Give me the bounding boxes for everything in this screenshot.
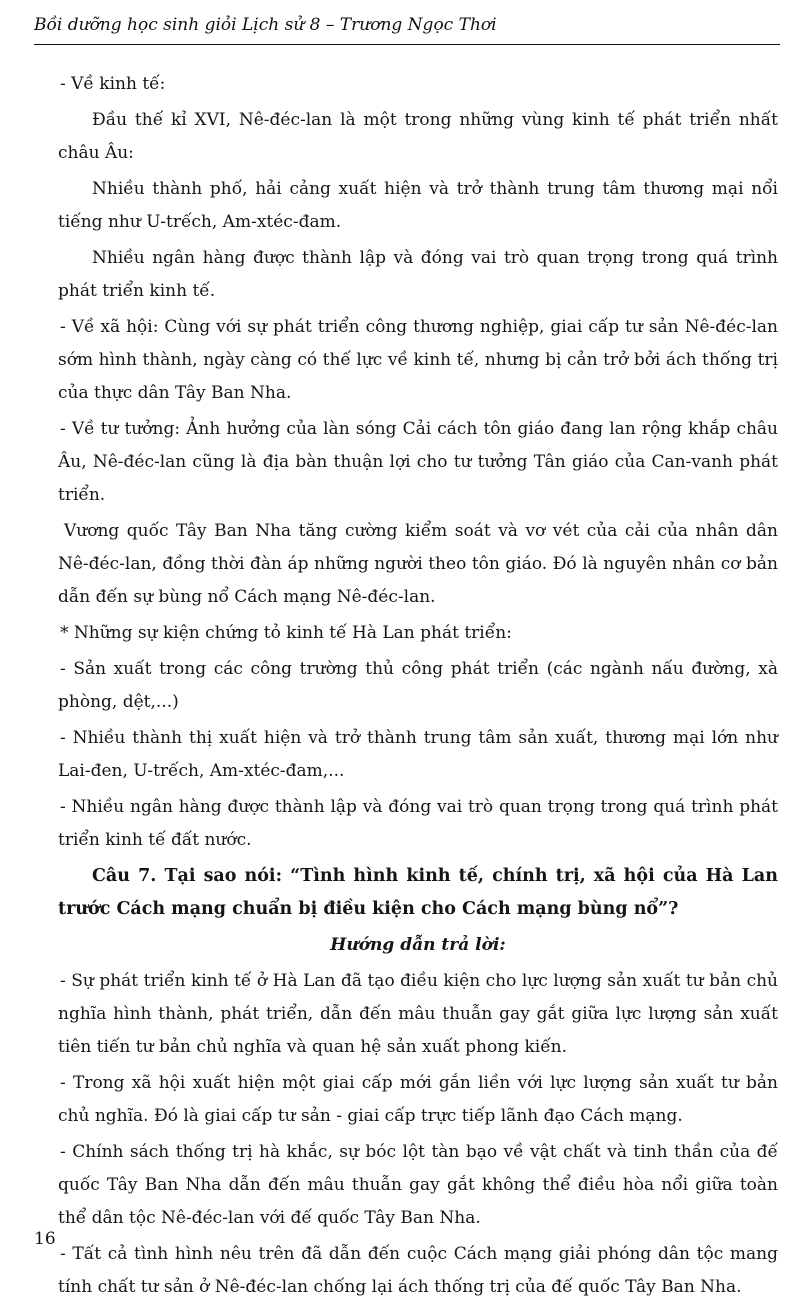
paragraph-economy-intro: Đầu thế kỉ XVI, Nê-đéc-lan là một trong những vùng kinh tế phát triển nhất châu Âu: <box>58 110 778 163</box>
header-title: Bồi dưỡng học sinh giỏi Lịch sử 8 – Trương Ngọc Thơi <box>34 15 497 35</box>
paragraph-manufacturing: - Sản xuất trong các công trường thủ công phát triển (các ngành nấu đường, xà phòng, dệt,...) <box>58 659 778 712</box>
header-rule <box>34 44 780 45</box>
page-number: 16 <box>34 1229 56 1249</box>
question-7: Câu 7. Tại sao nói: “Tình hình kinh tế, chính trị, xã hội của Hà Lan trước Cách mạng chuẩn bị điều kiện cho Cách mạng bùng nổ”? <box>58 866 778 919</box>
page-body <box>58 68 778 1307</box>
paragraph-ideology: - Về tư tưởng: Ảnh hưởng của làn sóng Cải cách tôn giáo đang lan rộng khắp châu Âu, Nê-đéc-lan cũng là địa bàn thuận lợi cho tư tưởng Tân giáo của Can-vanh phát triển. <box>58 419 778 505</box>
answer-guide-heading: Hướng dẫn trả lời: <box>330 935 506 955</box>
paragraph-society: - Về xã hội: Cùng với sự phát triển công thương nghiệp, giai cấp tư sản Nê-đéc-lan sớm hình thành, ngày càng có thế lực về kinh tế, nhưng bị cản trở bởi ách thống trị của thực dân Tây Ban Nha. <box>58 317 778 403</box>
answer-point-2: - Trong xã hội xuất hiện một giai cấp mới gắn liền với lực lượng sản xuất tư bản chủ nghĩa. Đó là giai cấp tư sản - giai cấp trực tiếp lãnh đạo Cách mạng. <box>58 1073 778 1126</box>
answer-point-3: - Chính sách thống trị hà khắc, sự bóc lột tàn bạo về vật chất và tinh thần của đế quốc Tây Ban Nha dẫn đến mâu thuẫn gay gắt không thể điều hòa nổi giữa toàn thể dân tộc Nê-đéc-lan với đế quốc Tây Ban Nha. <box>58 1142 778 1228</box>
paragraph-economy-heading: - Về kinh tế: <box>60 74 166 94</box>
paragraph-cities: - Nhiều thành thị xuất hiện và trở thành trung tâm sản xuất, thương mại lớn như Lai-đen, U-trếch, Am-xtéc-đam,... <box>58 728 778 781</box>
paragraph-events-heading: * Những sự kiện chứng tỏ kinh tế Hà Lan phát triển: <box>60 623 512 643</box>
running-header <box>34 15 774 47</box>
answer-point-4: - Tất cả tình hình nêu trên đã dẫn đến cuộc Cách mạng giải phóng dân tộc mang tính chất tư sản ở Nê-đéc-lan chống lại ách thống trị của đế quốc Tây Ban Nha. <box>58 1244 778 1297</box>
paragraph-cities-ports: Nhiều thành phố, hải cảng xuất hiện và trở thành trung tâm thương mại nổi tiếng như U-trếch, Am-xtéc-đam. <box>58 179 778 232</box>
paragraph-banks-2: - Nhiều ngân hàng được thành lập và đóng vai trò quan trọng trong quá trình phát triển kinh tế đất nước. <box>58 797 778 850</box>
answer-point-1: - Sự phát triển kinh tế ở Hà Lan đã tạo điều kiện cho lực lượng sản xuất tư bản chủ nghĩa hình thành, phát triển, dẫn đến mâu thuẫn gay gắt giữa lực lượng sản xuất tiên tiến tư bản chủ nghĩa và quan hệ sản xuất phong kiến. <box>58 971 778 1057</box>
paragraph-spain-control: Vương quốc Tây Ban Nha tăng cường kiểm soát và vơ vét của cải của nhân dân Nê-đéc-lan, đồng thời đàn áp những người theo tôn giáo. Đó là nguyên nhân cơ bản dẫn đến sự bùng nổ Cách mạng Nê-đéc-lan. <box>58 521 778 607</box>
paragraph-banks: Nhiều ngân hàng được thành lập và đóng vai trò quan trọng trong quá trình phát triển kinh tế. <box>58 248 778 301</box>
